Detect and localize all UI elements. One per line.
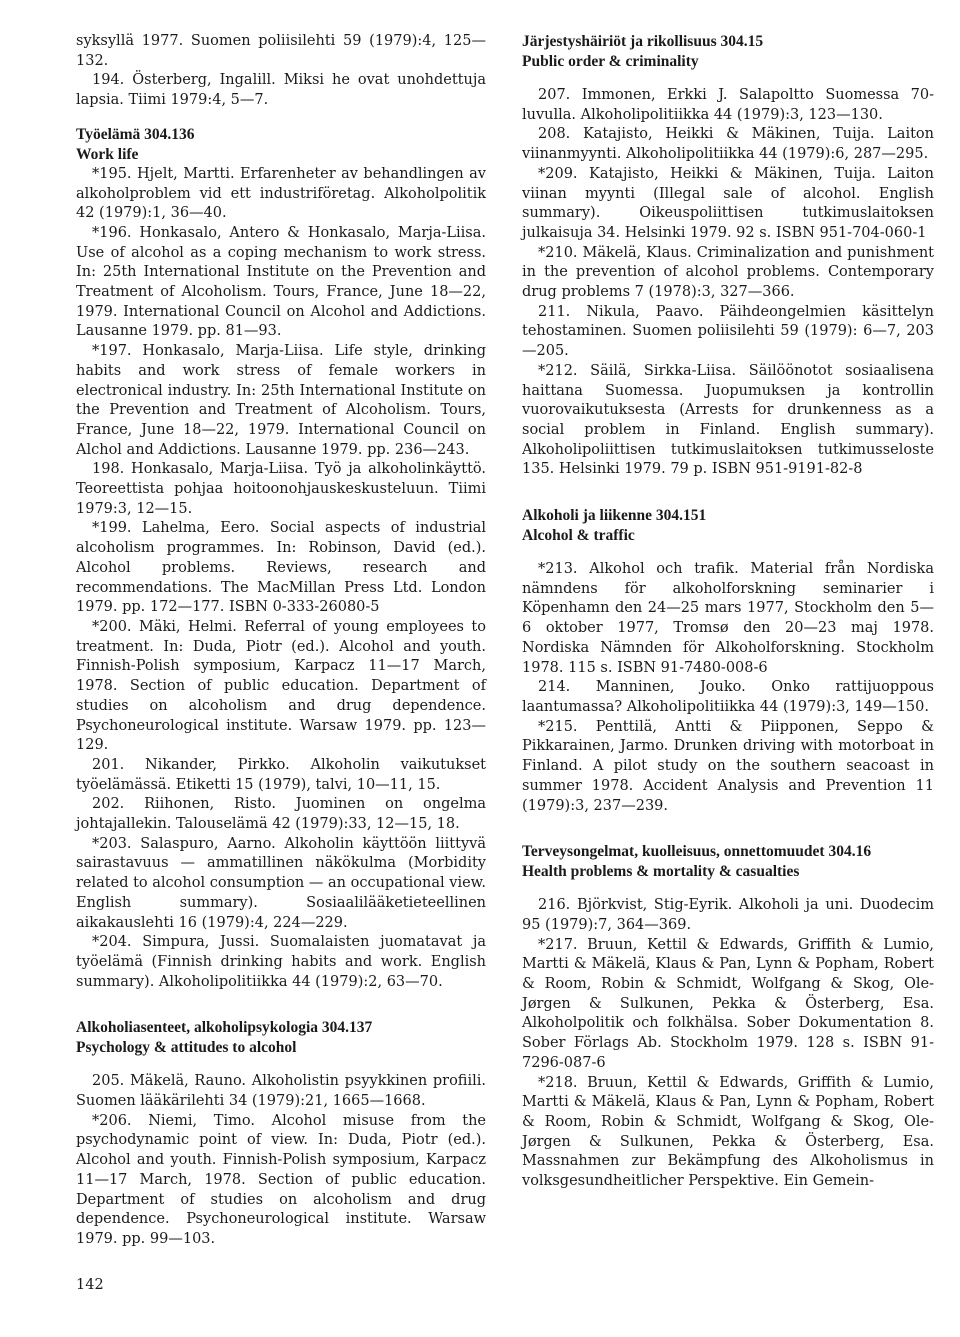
- section-heading: Health problems & mortality & casualties: [522, 863, 800, 881]
- bibliography-entry: 211. Nikula, Paavo. Päihdeongelmien käsittelyn tehostaminen. Suomen poliisilehti 59 (1979): 6—7, 203—205.: [522, 303, 934, 360]
- section-heading: Terveysongelmat, kuolleisuus, onnettomuudet 304.16: [522, 843, 872, 861]
- bibliography-entry: 214. Manninen, Jouko. Onko rattijuoppous laantumassa? Alkoholipolitiikka 44 (1979):3, 149—150.: [522, 679, 934, 715]
- section-spacer: [76, 1058, 486, 1072]
- bibliography-entry: 207. Immonen, Erkki J. Salapoltto Suomessa 70-luvulla. Alkoholipolitiikka 44 (1979):3, 123—130.: [522, 87, 934, 123]
- section-spacer: [522, 882, 934, 896]
- bibliography-entry: 201. Nikander, Pirkko. Alkoholin vaikutukset työelämässä. Etiketti 15 (1979), talvi, 10—11, 15.: [76, 756, 486, 793]
- bibliography-entry: 198. Honkasalo, Marja-Liisa. Työ ja alkoholinkäyttö. Teoreettista pohjaa hoitoonohjauskeskusteluun. Tiimi 1979:3, 12—15.: [76, 461, 486, 517]
- section-spacer: [522, 816, 934, 842]
- section-spacer: [522, 480, 934, 506]
- section-heading: Alkoholi ja liikenne 304.151: [522, 507, 707, 525]
- left-column: [76, 32, 486, 1250]
- bibliography-entry: *199. Lahelma, Eero. Social aspects of industrial alcoholism programmes. In: Robinson, David (ed.). Alcohol problems. Reviews, research and recommendations. The MacMillan Press Ltd. London 1979. pp. 172—177. ISBN 0-333-26080-5: [76, 520, 486, 616]
- bibliography-entry: 202. Riihonen, Risto. Juominen on ongelma johtajallekin. Talouselämä 42 (1979):33, 12—15, 18.: [76, 796, 486, 833]
- bibliography-entry: syksyllä 1977. Suomen poliisilehti 59 (1979):4, 125—132.: [76, 33, 486, 69]
- bibliography-entry: 205. Mäkelä, Rauno. Alkoholistin psyykkinen profiili. Suomen lääkärilehti 34 (1979):21, 1665—1668.: [76, 1073, 486, 1110]
- bibliography-entry: *217. Bruun, Kettil & Edwards, Griffith & Lumio, Martti & Mäkelä, Klaus & Pan, Lynn & Popham, Robert & Room, Robin & Schmidt, Wolfgang & Skog, Ole-Jørgen & Sulkunen, Pekka & Österberg, Esa. Alkoholpolitik och folkhälsa. Sober Dokumentation 8. Sober Förlags Ab. Stockholm 1979. 128 s. ISBN 91-7296-087-6: [522, 936, 934, 1071]
- section-heading: Psychology & attitudes to alcohol: [76, 1039, 297, 1057]
- bibliography-entry: *218. Bruun, Kettil & Edwards, Griffith & Lumio, Martti & Mäkelä, Klaus & Pan, Lynn & Popham, Robert & Room, Robin & Schmidt, Wolfgang & Skog, Ole-Jørgen & Sulkunen, Pekka & Österberg, Esa. Massnahmen zur Bekämpfung des Alkoholismus in volksgesundheitlicher Perspektive. Ein Gemein-: [522, 1074, 934, 1190]
- bibliography-entry: *209. Katajisto, Heikki & Mäkinen, Tuija. Laiton viinan myynti (Illegal sale of alcohol. English summary). Oikeuspoliittisen tutkimuslaitoksen julkaisuja 34. Helsinki 1979. 92 s. ISBN 951-704-060-1: [522, 165, 934, 241]
- bibliography-entry: *195. Hjelt, Martti. Erfarenheter av behandlingen av alkoholproblem vid ett industriföretag. Alkoholpolitik 42 (1979):1, 36—40.: [76, 165, 486, 222]
- bibliography-entry: 194. Österberg, Ingalill. Miksi he ovat unohdettuja lapsia. Tiimi 1979:4, 5—7.: [76, 72, 486, 109]
- bibliography-entry: *210. Mäkelä, Klaus. Criminalization and punishment in the prevention of alcohol problems. Contemporary drug problems 7 (1978):3, 327—366.: [522, 244, 934, 301]
- section-spacer: [76, 992, 486, 1018]
- bibliography-entry: *213. Alkohol och trafik. Material från Nordiska nämndens för alkoholforskning seminarier i Köpenhamn den 24—25 mars 1977, Stockholm den 5—6 oktober 1977, Tromsø den 20—23 maj 1978. Nordiska Nämnden för Alkoholforskning. Stockholm 1978. 115 s. ISBN 91-7480-008-6: [522, 561, 934, 676]
- bibliography-entry: *203. Salaspuro, Aarno. Alkoholin käyttöön liittyvä sairastavuus — ammatillinen näkökulma (Morbidity related to alcohol consumption — an occupational view. English summary). Sosiaalilääketieteellinen aikakauslehti 16 (1979):4, 224—229.: [76, 835, 486, 931]
- bibliography-entry: *212. Säilä, Sirkka-Liisa. Säilöönotot sosiaalisena haittana Suomessa. Juopumuksen ja kontrollin vuorovaikutuksesta (Arrests for drunkenness as a social problem in Finland. English summary). Alkoholipoliittisen tutkimuslaitoksen tutkimusseloste 135. Helsinki 1979. 79 p. ISBN 951-9191-82-8: [522, 362, 934, 478]
- section-heading: Alcohol & traffic: [522, 527, 635, 545]
- bibliography-entry: *197. Honkasalo, Marja-Liisa. Life style, drinking habits and work stress of female workers in electronical industry. In: 25th International Institute on the Prevention and Treatment of Alcoholism. Tours, France, June 18—22, 1979. International Council on Alchol and Addictions. Lausanne 1979. pp. 236—243.: [76, 343, 486, 458]
- bibliography-entry: 216. Björkvist, Stig-Eyrik. Alkoholi ja uni. Duodecim 95 (1979):7, 364—369.: [522, 897, 934, 933]
- section-spacer: [76, 111, 486, 125]
- section-heading: Järjestyshäiriöt ja rikollisuus 304.15: [522, 33, 764, 50]
- section-heading: Public order & criminality: [522, 53, 699, 70]
- section-heading: Työelämä 304.136: [76, 125, 195, 143]
- bibliography-entry: *196. Honkasalo, Antero & Honkasalo, Marja-Liisa. Use of alcohol as a coping mechanism to work stress. In: 25th International Institute on the Prevention and Treatment of Alcoholism. Tours, France, June 18—22, 1979. International Council on Alcohol and Addictions. Lausanne 1979. pp. 81—93.: [76, 224, 486, 340]
- bibliography-entry: *215. Penttilä, Antti & Piipponen, Seppo & Pikkarainen, Jarmo. Drunken driving with motorboat in Finland. A pilot study on the southern seacoast in summer 1978. Accident Analysis and Prevention 11 (1979):3, 237—239.: [522, 718, 934, 814]
- right-column: [522, 32, 934, 1192]
- page-number: 142: [76, 1277, 104, 1293]
- section-spacer: [522, 72, 934, 86]
- section-spacer: [522, 546, 934, 560]
- bibliography-entry: *206. Niemi, Timo. Alcohol misuse from the psychodynamic point of view. In: Duda, Piotr (ed.). Alcohol and youth. Finnish-Polish symposium, Karpacz 11—17 March, 1978. Section of public education. Department of studies on alcoholism and drug dependence. Psychoneurological institute. Warsaw 1979. pp. 99—103.: [76, 1112, 486, 1247]
- section-heading: Work life: [76, 145, 139, 163]
- bibliography-entry: 208. Katajisto, Heikki & Mäkinen, Tuija. Laiton viinanmyynti. Alkoholipolitiikka 44 (1979):6, 287—295.: [522, 126, 934, 163]
- bibliography-entry: *204. Simpura, Jussi. Suomalaisten juomatavat ja työelämä (Finnish drinking habits and work. English summary). Alkoholipolitiikka 44 (1979):2, 63—70.: [76, 934, 486, 990]
- bibliography-entry: *200. Mäki, Helmi. Referral of young employees to treatment. In: Duda, Piotr (ed.). Alcohol and youth. Finnish-Polish symposium, Karpacz 11—17 March, 1978. Section of public education. Department of studies on alcoholism and drug dependence. Psychoneurological institute. Warsaw 1979. pp. 123—129.: [76, 618, 486, 754]
- section-heading: Alkoholiasenteet, alkoholipsykologia 304.137: [76, 1019, 373, 1037]
